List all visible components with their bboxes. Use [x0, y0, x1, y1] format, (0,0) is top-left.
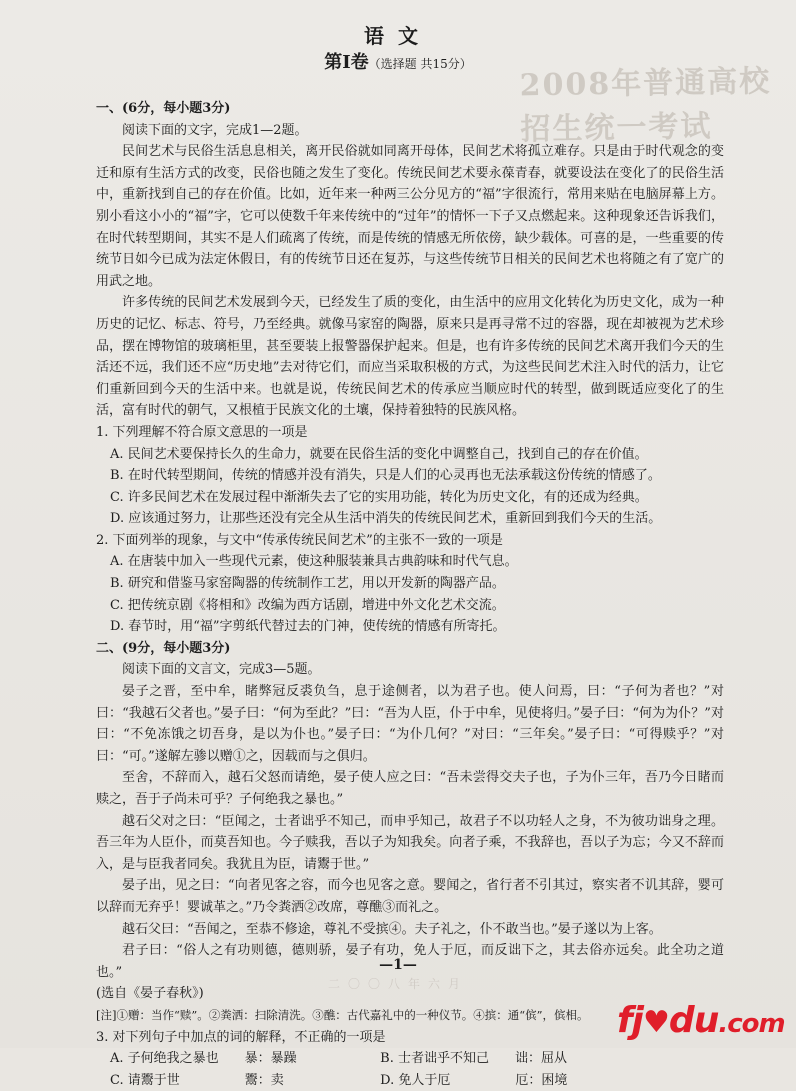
passage2-paragraph: 至舍，不辞而入，越石父怒而请绝，晏子使人应之曰：“吾未尝得交夫子也，子为仆三年，吾乃今日睹而赎之，吾于子尚未可乎？子何绝我之暴也。” — [96, 770, 724, 807]
question-2-option-a: A. 在唐装中加入一些现代元素，使这种服装兼具古典韵味和时代气息。 — [110, 554, 518, 570]
page-title: 语文 — [364, 24, 432, 48]
question-3-options — [96, 1048, 724, 1091]
question-3-option-c: C. 请鬻于世 鬻：卖 — [110, 1072, 284, 1088]
passage2-paragraph: 越石父曰：“吾闻之，至恭不修途，尊礼不受摈④。夫子礼之，仆不敢当也。”晏子遂以为上客。 — [122, 921, 662, 937]
section1-intro: 阅读下面的文字，完成1—2题。 — [122, 122, 308, 138]
question-2-option-c: C. 把传统京剧《将相和》改编为西方话剧，增进中外文化艺术交流。 — [110, 597, 505, 613]
passage2-citation: (选自《晏子春秋》) — [96, 986, 204, 1002]
question-1-option-c: C. 许多民间艺术在发展过程中渐渐失去了它的实用功能，转化为历史文化，有的还成为经典。 — [110, 489, 648, 505]
logo-text-du: du — [668, 1000, 719, 1041]
heart-icon: ♥ — [643, 1005, 669, 1040]
main-content — [96, 98, 724, 1091]
site-logo — [617, 1000, 785, 1041]
question-2-stem: 2. 下面列举的现象，与文中“传承传统民间艺术”的主张不一致的一项是 — [96, 532, 503, 548]
question-2-option-b: B. 研究和借鉴马家窑陶器的传统制作工艺，用以开发新的陶器产品。 — [110, 576, 505, 592]
question-1-option-b: B. 在时代转型期间，传统的情感并没有消失，只是人们的心灵再也无法承载这份传统的情感了。 — [110, 468, 661, 484]
question-3-stem: 3. 对下列句子中加点的词的解释，不正确的一项是 — [96, 1029, 386, 1045]
annotation-note: [注]①赠：当作“赎”。②粪洒：扫除清洗。③醮：古代嘉礼中的一种仪节。④摈：通“傧”，傧相。 — [96, 1007, 589, 1022]
passage2-paragraph: 晏子之晋，至中牟，睹弊冠反裘负刍，息于途侧者，以为君子也。使人问焉，曰：“子何为者也？”对曰：“我越石父者也。”晏子曰：“何为至此？”曰：“吾为人臣，仆于中牟，见使将归。”晏子曰：“何为为仆？”对曰：“不免冻饿之切吾身，是以为仆也。”晏子曰：“为仆几何？”对曰：“三年矣。”晏子曰：“可得赎乎？”对曰：“可。”遂解左骖以赠①之，因载而与之俱归。 — [96, 684, 724, 764]
question-1-stem: 1. 下列理解不符合原文意思的一项是 — [96, 424, 308, 440]
logo-text-com: .com — [718, 1009, 785, 1039]
section2-heading: 二、(9分，每小题3分) — [96, 640, 231, 656]
volume-note: （选择题 共15分） — [368, 57, 472, 71]
question-1-option-d: D. 应该通过努力，让那些还没有完全从生活中消失的传统民间艺术，重新回到我们今天的生活。 — [110, 511, 662, 527]
section2-intro: 阅读下面的文言文，完成3—5题。 — [122, 662, 321, 678]
passage2-paragraph: 越石父对之曰：“臣闻之，士者诎乎不知己，而申乎知己，故君子不以功轻人之身，不为彼功诎身之理。吾三年为人臣仆，而莫吾知也。今子赎我，吾以子为知我矣。向者子乘，不我辞也，吾以子为忘；今又不辞而入，是与臣我者同矣。我犹且为臣，请鬻于世。” — [96, 813, 724, 872]
page-number: —1— — [379, 957, 417, 973]
question-3-option-b: B. 士者诎乎不知己 诎：屈从 — [380, 1051, 567, 1067]
bleed-through-date: 二〇〇八年六月 — [327, 977, 468, 991]
passage2-paragraph: 晏子出，见之曰：“向者见客之容，而今也见客之意。婴闻之，省行者不引其过，察实者不讥其辞，婴可以辞而无弃乎！婴诚革之。”乃令粪洒②改席，尊醮③而礼之。 — [96, 878, 724, 915]
passage1-paragraph: 民间艺术与民俗生活息息相关，离开民俗就如同离开母体，民间艺术将孤立难存。只是由于时代观念的变迁和原有生活方式的改变，民俗也随之发生了变化。传统民间艺术要永葆青春，就要设法在变化了的民俗生活中，重新找到自己的存在价值。比如，近年来一种两三公分见方的“福”字很流行，常用来贴在电脑屏幕上方。别小看这小小的“福”字，它可以使数千年来传统中的“过年”的情怀一下子又点燃起来。这种现象还告诉我们，在时代转型期间，其实不是人们疏离了传统，而是传统的情感无所依傍，缺少载体。可喜的是，一些重要的传统节日如今已成为法定休假日，有的传统节日还在复苏，与这些传统节日相关的民间艺术也将随之有了宽广的用武之地。 — [96, 144, 724, 289]
volume-label: 第Ⅰ卷 — [324, 52, 369, 73]
question-1-option-a: A. 民间艺术要保持长久的生命力，就要在民俗生活的变化中调整自己，找到自己的存在价值。 — [110, 446, 648, 462]
passage1-paragraph: 许多传统的民间艺术发展到今天，已经发生了质的变化，由生活中的应用文化转化为历史文化，成为一种历史的记忆、标志、符号，乃至经典。就像马家窑的陶器，原来只是再寻常不过的容器，现在却被视为艺术珍品，摆在博物馆的玻璃柜里，甚至要装上报警器保护起来。但是，也有许多传统的民间艺术离开我们今天的生活还不远，我们还不应“历史地”去对待它们，而应当采取积极的方式，为这些民间艺术注入时代的活力，让它们重新回到今天的生活中来。也就是说，传统民间艺术的传承应当顺应时代的转型，做到既适应变化了的生活，富有时代的朝气，又根植于民族文化的土壤，保持着独特的民族风格。 — [96, 295, 724, 419]
passage2-paragraph: 君子曰：“俗人之有功则德，德则骄，晏子有功，免人于厄，而反诎下之，其去俗亦远矣。此全功之道也。” — [96, 943, 724, 980]
question-2-option-d: D. 春节时，用“福”字剪纸代替过去的门神，使传统的情感有所寄托。 — [110, 619, 506, 635]
bleed-through-text: 2008年普通高校招生统一考试 — [519, 64, 772, 148]
question-3-option-d: D. 免人于厄 厄：困境 — [380, 1072, 568, 1088]
question-3-option-a: A. 子何绝我之暴也 暴：暴躁 — [110, 1051, 297, 1067]
logo-text-fj: fj — [617, 1000, 644, 1041]
section1-heading: 一、(6分，每小题3分) — [96, 101, 231, 116]
volume-heading — [0, 48, 796, 74]
